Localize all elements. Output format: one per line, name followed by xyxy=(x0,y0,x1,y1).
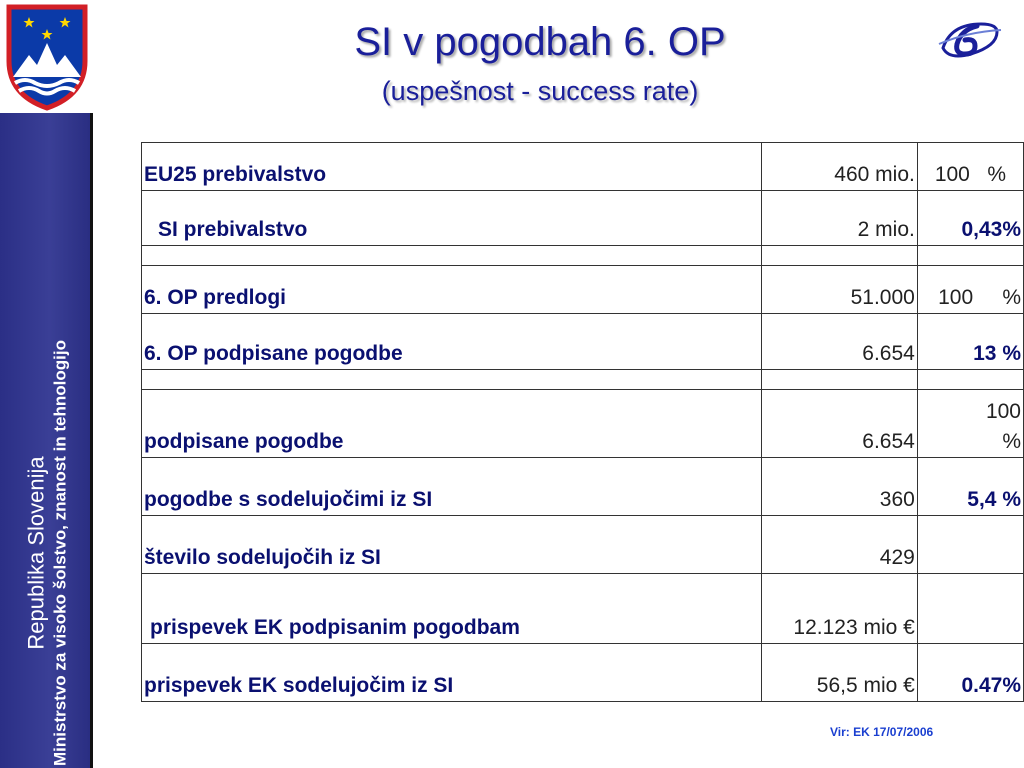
row-share xyxy=(917,574,1023,644)
row-share: 100 % xyxy=(917,143,1023,191)
row-share: 0,43% xyxy=(917,191,1023,246)
page-subtitle: (uspešnost - success rate) xyxy=(381,76,699,106)
row-share: 13 % xyxy=(917,314,1023,370)
row-label: 6. OP predlogi xyxy=(142,266,762,314)
table-row xyxy=(142,516,1024,574)
row-share: 100 % xyxy=(917,390,1023,458)
table-row xyxy=(142,314,1024,370)
sidebar-country-name: Republika Slovenija xyxy=(23,456,49,650)
table-row xyxy=(142,458,1024,516)
row-value: 51.000 xyxy=(761,266,917,314)
row-value: 429 xyxy=(761,516,917,574)
table-row xyxy=(142,390,1024,458)
row-label: EU25 prebivalstvo xyxy=(142,143,762,191)
row-label xyxy=(142,246,762,266)
row-label: število sodelujočih iz SI xyxy=(142,516,762,574)
row-value: 460 mio. xyxy=(761,143,917,191)
row-value: 12.123 mio € xyxy=(761,574,917,644)
table-row xyxy=(142,644,1024,702)
row-value xyxy=(761,370,917,390)
row-share xyxy=(917,246,1023,266)
success-rate-table xyxy=(141,142,1024,702)
row-label: podpisane pogodbe xyxy=(142,390,762,458)
table-row xyxy=(142,266,1024,314)
row-share: 5,4 % xyxy=(917,458,1023,516)
row-value: 56,5 mio € xyxy=(761,644,917,702)
row-label: pogodbe s sodelujočimi iz SI xyxy=(142,458,762,516)
row-label: prispevek EK sodelujočim iz SI xyxy=(142,644,762,702)
row-value: 6.654 xyxy=(761,314,917,370)
row-value: 360 xyxy=(761,458,917,516)
row-share xyxy=(917,370,1023,390)
row-value: 2 mio. xyxy=(761,191,917,246)
fp6-logo-icon xyxy=(937,18,1003,62)
row-share: 0.47% xyxy=(917,644,1023,702)
row-value: 6.654 xyxy=(761,390,917,458)
sidebar-caption xyxy=(23,340,72,766)
slovenia-coat-of-arms-icon xyxy=(5,3,89,111)
row-value xyxy=(761,246,917,266)
row-label: prispevek EK podpisanim pogodbam xyxy=(142,574,762,644)
table-row xyxy=(142,191,1024,246)
row-share: 100 % xyxy=(917,266,1023,314)
sidebar xyxy=(0,113,93,768)
table-row xyxy=(142,574,1024,644)
table-row xyxy=(142,143,1024,191)
row-label: SI prebivalstvo xyxy=(142,191,762,246)
page-title: SI v pogodbah 6. OP xyxy=(354,20,726,64)
source-note: Vir: EK 17/07/2006 xyxy=(830,725,934,739)
row-label: 6. OP podpisane pogodbe xyxy=(142,314,762,370)
sidebar-ministry-name: Ministrstvo za visoko šolstvo, znanost in tehnologijo xyxy=(50,340,70,766)
row-label xyxy=(142,370,762,390)
table-row xyxy=(142,370,1024,390)
row-share xyxy=(917,516,1023,574)
table-row xyxy=(142,246,1024,266)
